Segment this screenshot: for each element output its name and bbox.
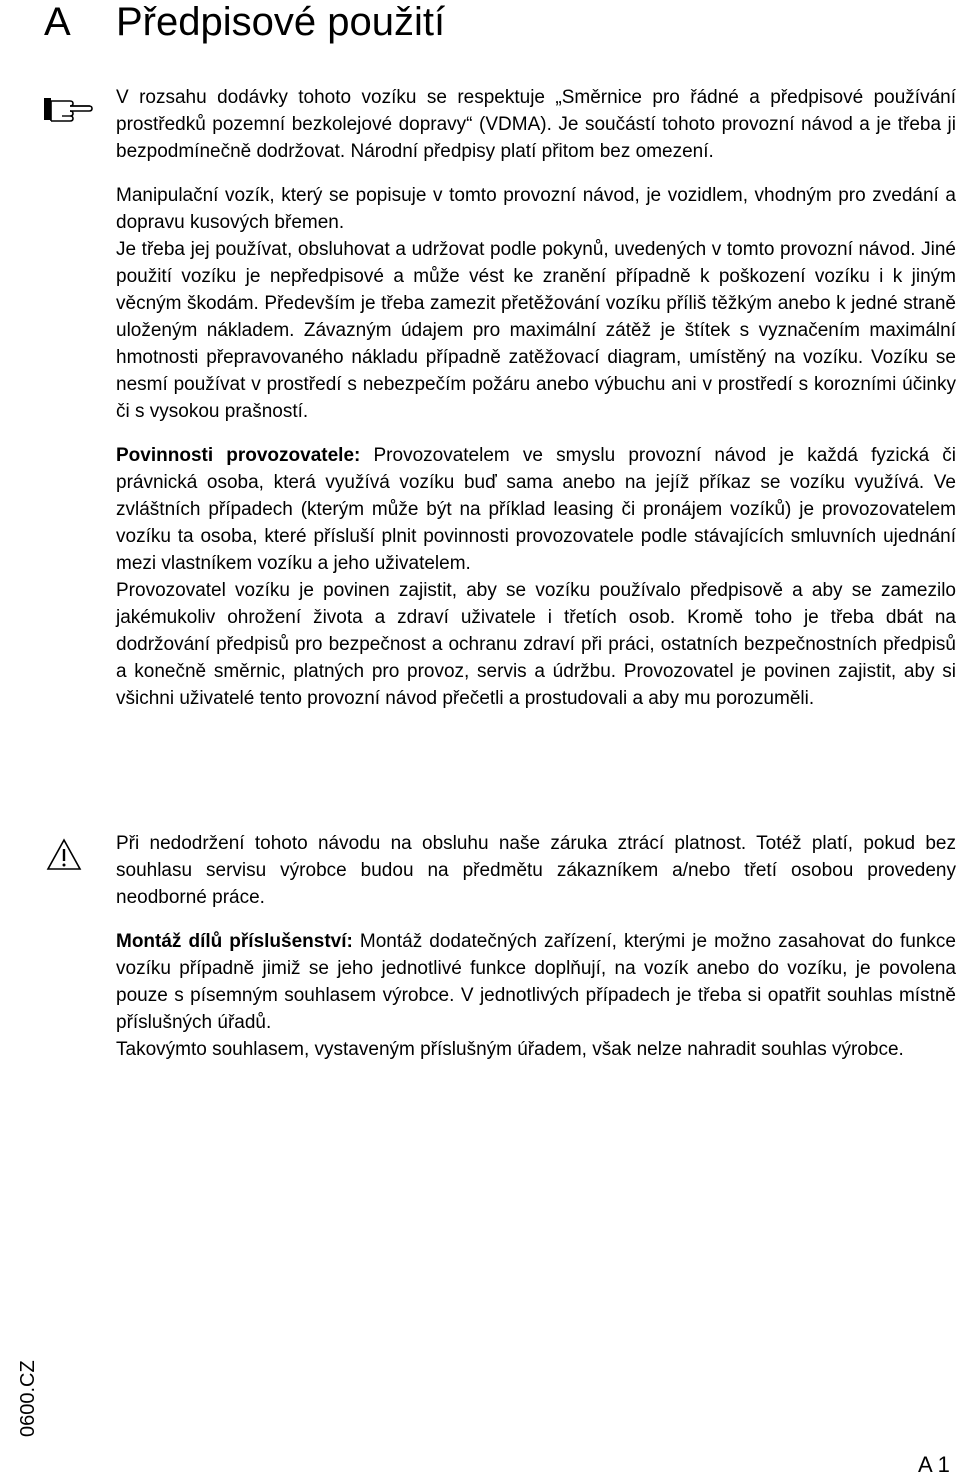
pointing-hand-icon [40,92,96,126]
operator-obligations-paragraph: Provozovatel vozíku je povinen zajistit, aby se vozíku používalo předpisově a aby se zamezilo jakémukoliv ohrožení života a zdraví uživatele i třetích osob. Kromě toho je třeba dbát na dodržování předpisů pro bezpečnost a ochranu zdraví při práci, ostatních bezpečnostních předpisů a konečně směrnic, platných pro provoz, servis a údržbu. Provozovatel je povinen zajistit, aby si všichni uživatelé tento provozní návod přečetli a prostudovali a aby mu porozuměli. [116,580,956,709]
chapter-letter: A [44,0,71,44]
vdma-paragraph: V rozsahu dodávky tohoto vozíku se respektuje „Směrnice pro řádné a předpisové používání prostředků pozemní bezkolejové dopravy“ (VDMA). Je součástí tohoto provozní návod a je třeba ji bezpodmínečně dodržovat. Národní předpisy platí přitom bez omezení. [116,87,956,162]
document-code: 0600.CZ [17,1360,39,1437]
accessories-label: Montáž dílů příslušenství: [116,931,353,952]
operator-duties-text: Provozovatelem ve smyslu provozní návod je každá fyzická či právnická osoba, která využívá vozíku buď sama anebo na jejíž příkaz se vozíku využívá. Ve zvláštních případech (kterým může být na příklad leasing či pronájem vozíků) je provozovatelem vozíku ta osoba, které přísluší plnit povinnosti provozovatele podle stávajících smluvních ujednání mezi vlastníkem vozíku a jeho uživatelem. [116,445,957,574]
warning-triangle-icon [46,838,82,872]
operator-duties-paragraph [116,442,956,577]
page-title: Předpisové použití [116,0,446,44]
warranty-paragraph: Při nedodržení tohoto návodu na obsluhu naše záruka ztrácí platnost. Totéž platí, pokud bez souhlasu servisu výrobce budou na předmětu zákazníkem a/nebo třetí osobou provedeny neodborné práce. [116,833,956,908]
intended-use-paragraph: Manipulační vozík, který se popisuje v tomto provozní návod, je vozidlem, vhodným pro zvedání a dopravu kusových břemen. [116,185,956,233]
approval-paragraph: Takovýmto souhlasem, vystaveným příslušným úřadem, však nelze nahradit souhlas výrobce. [116,1039,904,1060]
accessories-paragraph [116,928,956,1036]
warranty-section [116,830,956,1063]
intro-section [116,84,956,712]
operating-rules-paragraph: Je třeba jej používat, obsluhovat a udržovat podle pokynů, uvedených v tomto provozní návod. Jiné použití vozíku je nepředpisové a může vést ke zranění případně k poškození vozíku i k jiným věcným škodám. Především je třeba zamezit přetěžování vozíku příliš těžkým anebo k jedné straně uloženým nákladem. Závazným údajem pro maximální zátěž je štítek s vyznačením maximální hmotnosti přepravovaného nákladu případně zatěžovací diagram, umístěný na vozíku. Vozíku se nesmí používat v prostředí s nebezpečím požáru anebo výbuchu ani v prostředí s korozními účinky či s vysokou prašností. [116,239,956,422]
operator-duties-label: Povinnosti provozovatele: [116,445,361,466]
page-number: A 1 [918,1452,950,1477]
accessories-text: Montáž dodatečných zařízení, kterými je možno zasahovat do funkce vozíku případně jimiž se jeho jednotlivé funkce doplňují, na vozík anebo do vozíku, je povolena pouze s písemným souhlasem výrobce. V jednotlivých případech je třeba si opatřit souhlas místně příslušných úřadů. [116,931,956,1033]
